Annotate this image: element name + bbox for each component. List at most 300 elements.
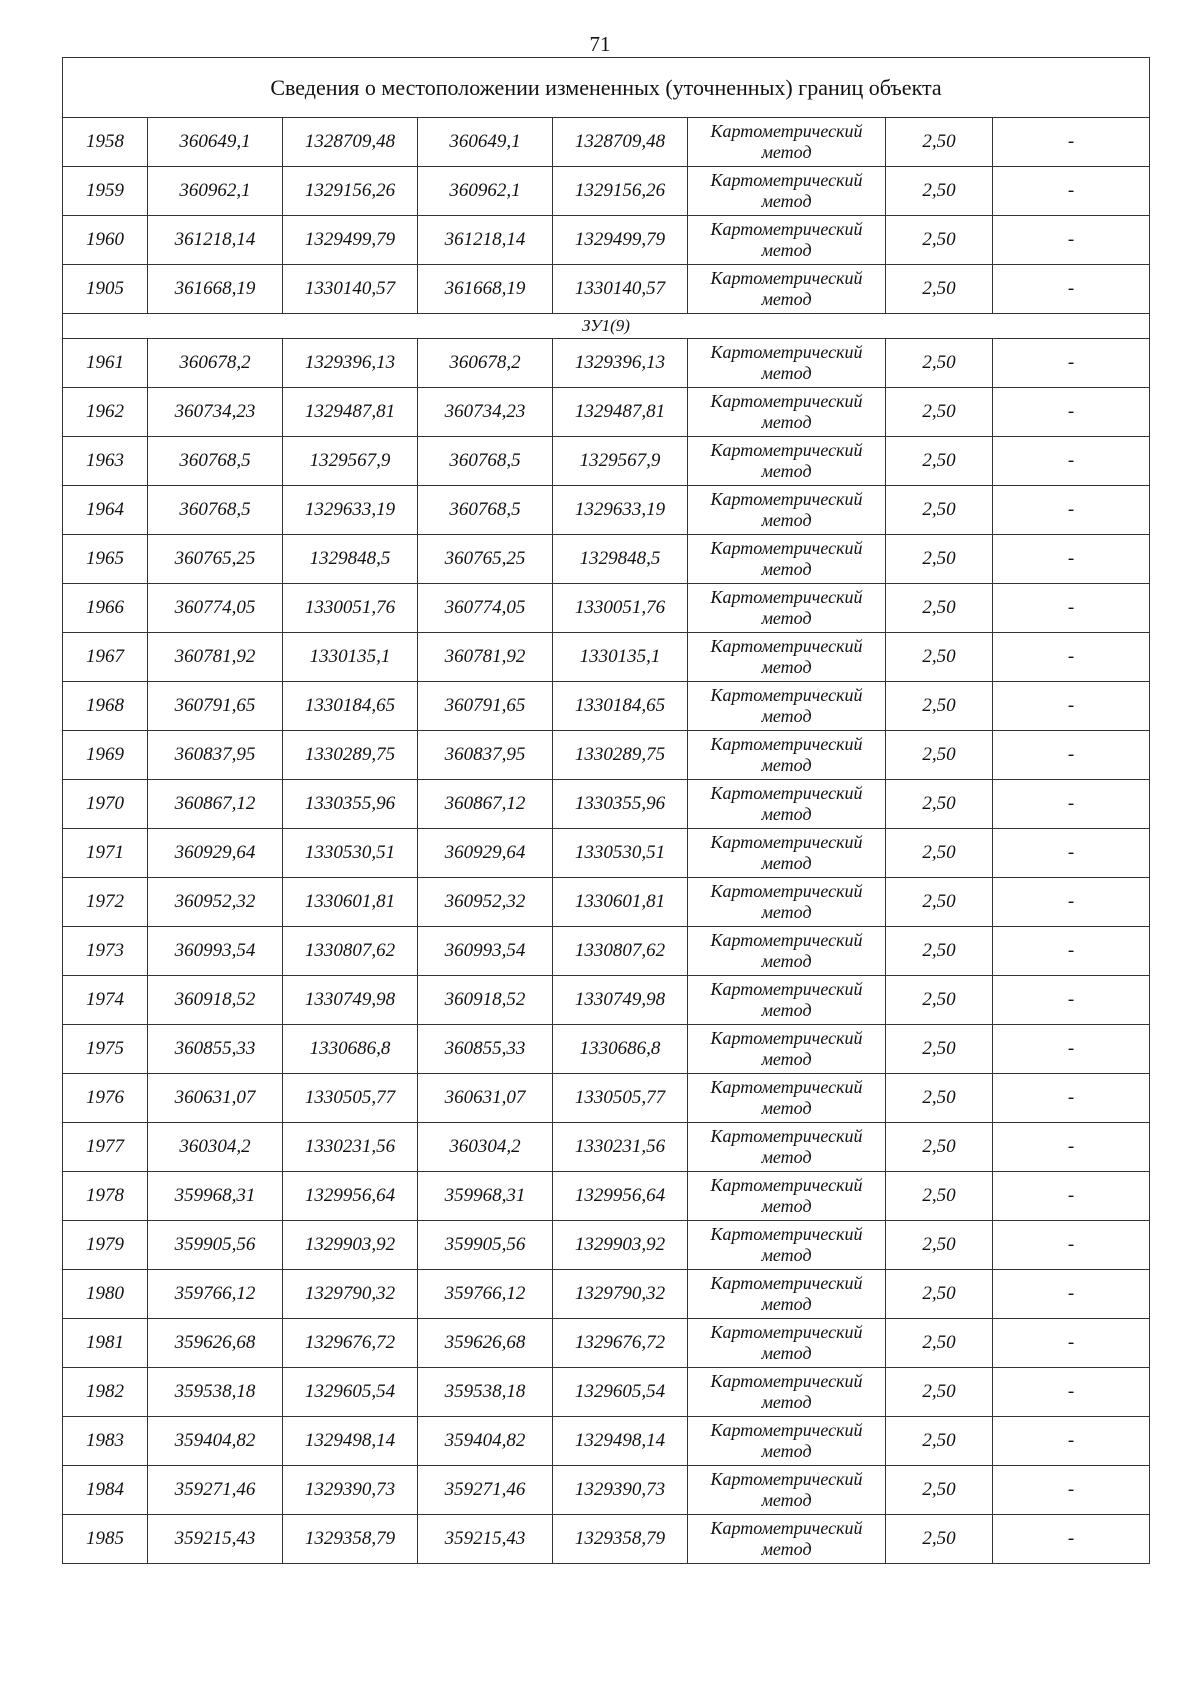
refined-y-cell: 1330184,65 — [553, 682, 688, 731]
note-cell: - — [993, 388, 1150, 437]
existing-y-cell: 1329499,79 — [283, 216, 418, 265]
method-text: Картометрический — [710, 1077, 863, 1097]
refined-x-cell: 361668,19 — [418, 265, 553, 314]
refined-x-cell: 361218,14 — [418, 216, 553, 265]
point-number-cell: 1959 — [63, 167, 148, 216]
refined-y-cell: 1329676,72 — [553, 1319, 688, 1368]
method-text: метод — [761, 755, 812, 775]
refined-y-cell: 1329790,32 — [553, 1270, 688, 1319]
method-text: Картометрический — [710, 538, 863, 558]
method-text: метод — [761, 1147, 812, 1167]
method-text: Картометрический — [710, 1469, 863, 1489]
table-row — [63, 1025, 1150, 1074]
point-number-cell: 1972 — [63, 878, 148, 927]
refined-y-cell: 1330051,76 — [553, 584, 688, 633]
accuracy-cell: 2,50 — [886, 167, 993, 216]
existing-y-cell: 1330530,51 — [283, 829, 418, 878]
refined-y-cell: 1329956,64 — [553, 1172, 688, 1221]
point-number-cell: 1984 — [63, 1466, 148, 1515]
accuracy-cell: 2,50 — [886, 1270, 993, 1319]
method-text: Картометрический — [710, 219, 863, 239]
refined-y-cell: 1329156,26 — [553, 167, 688, 216]
method-cell — [688, 216, 886, 265]
method-text: Картометрический — [710, 121, 863, 141]
note-cell: - — [993, 265, 1150, 314]
refined-x-cell: 360781,92 — [418, 633, 553, 682]
method-cell — [688, 829, 886, 878]
point-number-cell: 1975 — [63, 1025, 148, 1074]
method-cell — [688, 731, 886, 780]
refined-y-cell: 1329390,73 — [553, 1466, 688, 1515]
refined-y-cell: 1330505,77 — [553, 1074, 688, 1123]
table-row — [63, 1466, 1150, 1515]
accuracy-cell: 2,50 — [886, 1417, 993, 1466]
refined-y-cell: 1329605,54 — [553, 1368, 688, 1417]
table-row — [63, 535, 1150, 584]
point-number-cell: 1967 — [63, 633, 148, 682]
point-number-cell: 1969 — [63, 731, 148, 780]
accuracy-cell: 2,50 — [886, 486, 993, 535]
existing-x-cell: 359766,12 — [148, 1270, 283, 1319]
existing-y-cell: 1329390,73 — [283, 1466, 418, 1515]
existing-y-cell: 1329848,5 — [283, 535, 418, 584]
point-number-cell: 1971 — [63, 829, 148, 878]
method-cell — [688, 437, 886, 486]
method-text: Картометрический — [710, 268, 863, 288]
method-text: Картометрический — [710, 489, 863, 509]
method-text: метод — [761, 902, 812, 922]
method-text: метод — [761, 1392, 812, 1412]
method-cell — [688, 118, 886, 167]
point-number-cell: 1964 — [63, 486, 148, 535]
existing-x-cell: 359968,31 — [148, 1172, 283, 1221]
method-text: метод — [761, 951, 812, 971]
table-row — [63, 878, 1150, 927]
point-number-cell: 1968 — [63, 682, 148, 731]
existing-y-cell: 1329156,26 — [283, 167, 418, 216]
table-row — [63, 1221, 1150, 1270]
point-number-cell: 1982 — [63, 1368, 148, 1417]
method-text: Картометрический — [710, 636, 863, 656]
existing-x-cell: 361668,19 — [148, 265, 283, 314]
refined-x-cell: 360768,5 — [418, 437, 553, 486]
method-text: метод — [761, 1539, 812, 1559]
table-title: Сведения о местоположении измененных (уточненных) границ объекта — [63, 58, 1150, 118]
existing-y-cell: 1329498,14 — [283, 1417, 418, 1466]
method-text: Картометрический — [710, 1028, 863, 1048]
method-cell — [688, 584, 886, 633]
table-row — [63, 265, 1150, 314]
table-row — [63, 1123, 1150, 1172]
method-cell — [688, 1270, 886, 1319]
accuracy-cell: 2,50 — [886, 682, 993, 731]
note-cell: - — [993, 878, 1150, 927]
existing-x-cell: 360837,95 — [148, 731, 283, 780]
existing-x-cell: 360855,33 — [148, 1025, 283, 1074]
accuracy-cell: 2,50 — [886, 878, 993, 927]
point-number-cell: 1965 — [63, 535, 148, 584]
accuracy-cell: 2,50 — [886, 731, 993, 780]
method-text: метод — [761, 608, 812, 628]
refined-y-cell: 1330289,75 — [553, 731, 688, 780]
table-row — [63, 1368, 1150, 1417]
table-row — [63, 1417, 1150, 1466]
method-cell — [688, 927, 886, 976]
table-row — [63, 167, 1150, 216]
table-title-row — [63, 58, 1150, 118]
note-cell: - — [993, 1025, 1150, 1074]
method-text: метод — [761, 1490, 812, 1510]
table-row — [63, 584, 1150, 633]
accuracy-cell: 2,50 — [886, 829, 993, 878]
refined-x-cell: 360768,5 — [418, 486, 553, 535]
method-text: метод — [761, 559, 812, 579]
method-text: метод — [761, 461, 812, 481]
table-row — [63, 437, 1150, 486]
point-number-cell: 1970 — [63, 780, 148, 829]
method-text: Картометрический — [710, 342, 863, 362]
method-text: метод — [761, 412, 812, 432]
boundary-coordinates-table — [62, 57, 1150, 1564]
table-row — [63, 682, 1150, 731]
existing-y-cell: 1329605,54 — [283, 1368, 418, 1417]
note-cell: - — [993, 1515, 1150, 1564]
method-text: метод — [761, 1049, 812, 1069]
method-text: Картометрический — [710, 881, 863, 901]
refined-x-cell: 359271,46 — [418, 1466, 553, 1515]
point-number-cell: 1980 — [63, 1270, 148, 1319]
method-cell — [688, 486, 886, 535]
note-cell: - — [993, 976, 1150, 1025]
accuracy-cell: 2,50 — [886, 1319, 993, 1368]
refined-x-cell: 360867,12 — [418, 780, 553, 829]
refined-y-cell: 1330807,62 — [553, 927, 688, 976]
existing-x-cell: 360678,2 — [148, 339, 283, 388]
method-cell — [688, 1025, 886, 1074]
method-cell — [688, 339, 886, 388]
accuracy-cell: 2,50 — [886, 1221, 993, 1270]
refined-x-cell: 360774,05 — [418, 584, 553, 633]
accuracy-cell: 2,50 — [886, 118, 993, 167]
note-cell: - — [993, 1368, 1150, 1417]
method-cell — [688, 1368, 886, 1417]
existing-y-cell: 1330505,77 — [283, 1074, 418, 1123]
existing-y-cell: 1329676,72 — [283, 1319, 418, 1368]
existing-x-cell: 360768,5 — [148, 437, 283, 486]
method-text: метод — [761, 804, 812, 824]
accuracy-cell: 2,50 — [886, 437, 993, 486]
accuracy-cell: 2,50 — [886, 339, 993, 388]
existing-y-cell: 1330749,98 — [283, 976, 418, 1025]
accuracy-cell: 2,50 — [886, 1123, 993, 1172]
method-text: метод — [761, 1441, 812, 1461]
point-number-cell: 1985 — [63, 1515, 148, 1564]
table-row — [63, 118, 1150, 167]
method-cell — [688, 1466, 886, 1515]
method-text: Картометрический — [710, 783, 863, 803]
existing-x-cell: 360774,05 — [148, 584, 283, 633]
table-row — [63, 1074, 1150, 1123]
note-cell: - — [993, 1319, 1150, 1368]
existing-x-cell: 359626,68 — [148, 1319, 283, 1368]
refined-x-cell: 360631,07 — [418, 1074, 553, 1123]
existing-x-cell: 360962,1 — [148, 167, 283, 216]
method-text: метод — [761, 1294, 812, 1314]
refined-y-cell: 1329396,13 — [553, 339, 688, 388]
existing-y-cell: 1330289,75 — [283, 731, 418, 780]
refined-x-cell: 360791,65 — [418, 682, 553, 731]
point-number-cell: 1977 — [63, 1123, 148, 1172]
method-cell — [688, 167, 886, 216]
refined-y-cell: 1330140,57 — [553, 265, 688, 314]
existing-x-cell: 359215,43 — [148, 1515, 283, 1564]
method-text: Картометрический — [710, 1518, 863, 1538]
table-row — [63, 927, 1150, 976]
existing-x-cell: 359404,82 — [148, 1417, 283, 1466]
note-cell: - — [993, 1466, 1150, 1515]
table-row — [63, 780, 1150, 829]
method-text: Картометрический — [710, 391, 863, 411]
method-text: метод — [761, 1196, 812, 1216]
existing-y-cell: 1329567,9 — [283, 437, 418, 486]
note-cell: - — [993, 682, 1150, 731]
method-text: Картометрический — [710, 1175, 863, 1195]
refined-x-cell: 359404,82 — [418, 1417, 553, 1466]
note-cell: - — [993, 584, 1150, 633]
method-text: метод — [761, 289, 812, 309]
existing-y-cell: 1329790,32 — [283, 1270, 418, 1319]
note-cell: - — [993, 829, 1150, 878]
point-number-cell: 1960 — [63, 216, 148, 265]
refined-x-cell: 359626,68 — [418, 1319, 553, 1368]
point-number-cell: 1981 — [63, 1319, 148, 1368]
refined-y-cell: 1328709,48 — [553, 118, 688, 167]
page-number: 71 — [589, 32, 611, 56]
method-text: Картометрический — [710, 440, 863, 460]
existing-x-cell: 359538,18 — [148, 1368, 283, 1417]
method-cell — [688, 1172, 886, 1221]
existing-x-cell: 360734,23 — [148, 388, 283, 437]
refined-x-cell: 359968,31 — [418, 1172, 553, 1221]
method-text: Картометрический — [710, 1126, 863, 1146]
refined-x-cell: 359215,43 — [418, 1515, 553, 1564]
note-cell: - — [993, 216, 1150, 265]
accuracy-cell: 2,50 — [886, 1172, 993, 1221]
refined-y-cell: 1329903,92 — [553, 1221, 688, 1270]
existing-y-cell: 1330184,65 — [283, 682, 418, 731]
method-cell — [688, 388, 886, 437]
point-number-cell: 1979 — [63, 1221, 148, 1270]
existing-x-cell: 359905,56 — [148, 1221, 283, 1270]
refined-y-cell: 1329633,19 — [553, 486, 688, 535]
method-cell — [688, 633, 886, 682]
point-number-cell: 1958 — [63, 118, 148, 167]
method-text: Картометрический — [710, 587, 863, 607]
table-row — [63, 633, 1150, 682]
note-cell: - — [993, 1221, 1150, 1270]
accuracy-cell: 2,50 — [886, 1025, 993, 1074]
refined-x-cell: 360649,1 — [418, 118, 553, 167]
table-row — [63, 1270, 1150, 1319]
method-text: метод — [761, 510, 812, 530]
refined-x-cell: 360734,23 — [418, 388, 553, 437]
method-text: метод — [761, 191, 812, 211]
refined-y-cell: 1330601,81 — [553, 878, 688, 927]
existing-y-cell: 1329633,19 — [283, 486, 418, 535]
refined-x-cell: 360962,1 — [418, 167, 553, 216]
existing-x-cell: 360631,07 — [148, 1074, 283, 1123]
note-cell: - — [993, 437, 1150, 486]
method-text: Картометрический — [710, 1273, 863, 1293]
table-body — [63, 58, 1150, 1564]
method-text: Картометрический — [710, 170, 863, 190]
accuracy-cell: 2,50 — [886, 633, 993, 682]
table-row — [63, 976, 1150, 1025]
note-cell: - — [993, 167, 1150, 216]
point-number-cell: 1974 — [63, 976, 148, 1025]
accuracy-cell: 2,50 — [886, 1466, 993, 1515]
existing-x-cell: 359271,46 — [148, 1466, 283, 1515]
refined-y-cell: 1330231,56 — [553, 1123, 688, 1172]
method-cell — [688, 682, 886, 731]
refined-x-cell: 360993,54 — [418, 927, 553, 976]
refined-y-cell: 1329567,9 — [553, 437, 688, 486]
method-text: Картометрический — [710, 1420, 863, 1440]
existing-y-cell: 1329487,81 — [283, 388, 418, 437]
method-text: метод — [761, 1245, 812, 1265]
refined-x-cell: 360678,2 — [418, 339, 553, 388]
method-text: Картометрический — [710, 734, 863, 754]
method-cell — [688, 976, 886, 1025]
note-cell: - — [993, 486, 1150, 535]
accuracy-cell: 2,50 — [886, 1368, 993, 1417]
table-row — [63, 1172, 1150, 1221]
point-number-cell: 1961 — [63, 339, 148, 388]
accuracy-cell: 2,50 — [886, 584, 993, 633]
section-label: ЗУ1(9) — [63, 314, 1150, 339]
accuracy-cell: 2,50 — [886, 927, 993, 976]
refined-y-cell: 1330749,98 — [553, 976, 688, 1025]
note-cell: - — [993, 1123, 1150, 1172]
existing-x-cell: 360765,25 — [148, 535, 283, 584]
existing-y-cell: 1329396,13 — [283, 339, 418, 388]
method-text: Картометрический — [710, 832, 863, 852]
method-cell — [688, 780, 886, 829]
method-cell — [688, 1319, 886, 1368]
refined-y-cell: 1329848,5 — [553, 535, 688, 584]
accuracy-cell: 2,50 — [886, 1515, 993, 1564]
method-text: Картометрический — [710, 930, 863, 950]
refined-x-cell: 360929,64 — [418, 829, 553, 878]
method-text: метод — [761, 1343, 812, 1363]
existing-y-cell: 1330601,81 — [283, 878, 418, 927]
existing-x-cell: 360993,54 — [148, 927, 283, 976]
note-cell: - — [993, 1417, 1150, 1466]
method-text: Картометрический — [710, 979, 863, 999]
refined-y-cell: 1330135,1 — [553, 633, 688, 682]
method-cell — [688, 265, 886, 314]
existing-x-cell: 360929,64 — [148, 829, 283, 878]
method-cell — [688, 1221, 886, 1270]
point-number-cell: 1963 — [63, 437, 148, 486]
method-text: Картометрический — [710, 1371, 863, 1391]
method-cell — [688, 878, 886, 927]
table-row — [63, 388, 1150, 437]
note-cell: - — [993, 927, 1150, 976]
point-number-cell: 1966 — [63, 584, 148, 633]
refined-y-cell: 1330530,51 — [553, 829, 688, 878]
refined-x-cell: 359905,56 — [418, 1221, 553, 1270]
existing-x-cell: 360781,92 — [148, 633, 283, 682]
refined-x-cell: 360855,33 — [418, 1025, 553, 1074]
refined-x-cell: 359538,18 — [418, 1368, 553, 1417]
accuracy-cell: 2,50 — [886, 780, 993, 829]
refined-x-cell: 359766,12 — [418, 1270, 553, 1319]
note-cell: - — [993, 118, 1150, 167]
existing-y-cell: 1329903,92 — [283, 1221, 418, 1270]
table-row — [63, 731, 1150, 780]
refined-y-cell: 1329487,81 — [553, 388, 688, 437]
method-text: метод — [761, 363, 812, 383]
refined-x-cell: 360304,2 — [418, 1123, 553, 1172]
note-cell: - — [993, 1074, 1150, 1123]
refined-x-cell: 360765,25 — [418, 535, 553, 584]
existing-y-cell: 1330355,96 — [283, 780, 418, 829]
accuracy-cell: 2,50 — [886, 216, 993, 265]
existing-y-cell: 1330807,62 — [283, 927, 418, 976]
existing-y-cell: 1330231,56 — [283, 1123, 418, 1172]
section-header-row — [63, 314, 1150, 339]
method-text: Картометрический — [710, 1224, 863, 1244]
table-row — [63, 1319, 1150, 1368]
refined-y-cell: 1330686,8 — [553, 1025, 688, 1074]
refined-y-cell: 1329358,79 — [553, 1515, 688, 1564]
point-number-cell: 1976 — [63, 1074, 148, 1123]
point-number-cell: 1973 — [63, 927, 148, 976]
table-row — [63, 1515, 1150, 1564]
method-text: метод — [761, 853, 812, 873]
accuracy-cell: 2,50 — [886, 535, 993, 584]
method-text: Картометрический — [710, 685, 863, 705]
method-text: Картометрический — [710, 1322, 863, 1342]
refined-x-cell: 360837,95 — [418, 731, 553, 780]
method-text: метод — [761, 706, 812, 726]
table-row — [63, 486, 1150, 535]
existing-y-cell: 1329956,64 — [283, 1172, 418, 1221]
point-number-cell: 1962 — [63, 388, 148, 437]
existing-y-cell: 1330135,1 — [283, 633, 418, 682]
refined-y-cell: 1329499,79 — [553, 216, 688, 265]
method-cell — [688, 1515, 886, 1564]
note-cell: - — [993, 1270, 1150, 1319]
method-text: метод — [761, 657, 812, 677]
accuracy-cell: 2,50 — [886, 976, 993, 1025]
method-cell — [688, 1074, 886, 1123]
point-number-cell: 1978 — [63, 1172, 148, 1221]
existing-x-cell: 360304,2 — [148, 1123, 283, 1172]
table-row — [63, 339, 1150, 388]
note-cell: - — [993, 780, 1150, 829]
existing-y-cell: 1330051,76 — [283, 584, 418, 633]
method-cell — [688, 1123, 886, 1172]
existing-y-cell: 1330686,8 — [283, 1025, 418, 1074]
note-cell: - — [993, 1172, 1150, 1221]
method-cell — [688, 535, 886, 584]
method-text: метод — [761, 240, 812, 260]
existing-x-cell: 360867,12 — [148, 780, 283, 829]
existing-x-cell: 360918,52 — [148, 976, 283, 1025]
note-cell: - — [993, 633, 1150, 682]
